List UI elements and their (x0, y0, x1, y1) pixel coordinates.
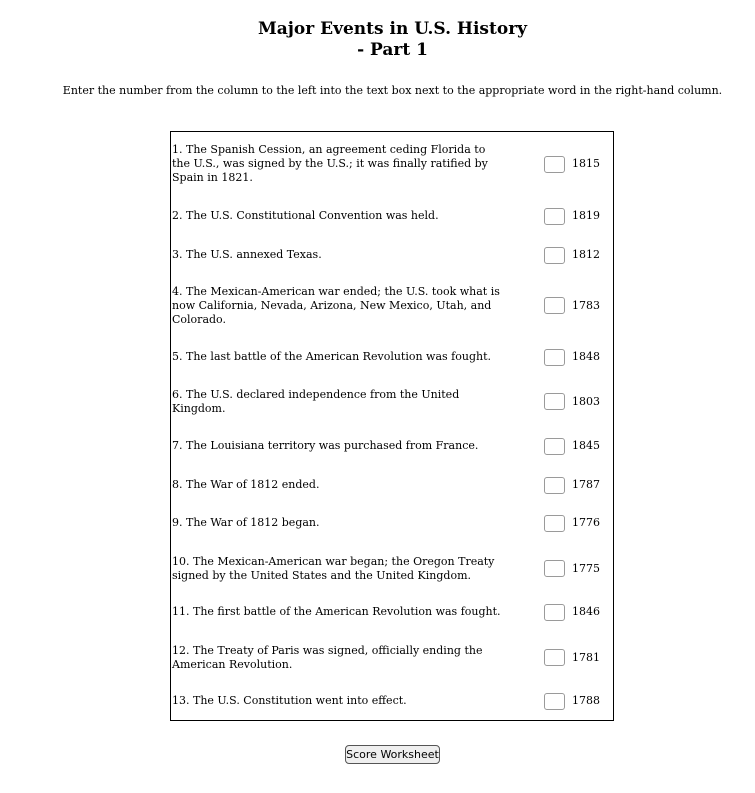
table-row (171, 515, 613, 532)
table-row (171, 143, 613, 185)
year-label: 1846 (572, 605, 600, 618)
answer-input[interactable] (544, 604, 565, 621)
event-text: 9. The War of 1812 began. (172, 516, 320, 529)
answer-input[interactable] (544, 438, 565, 455)
answer-input[interactable] (544, 208, 565, 225)
answer-input[interactable] (544, 156, 565, 173)
table-row (171, 208, 613, 225)
score-worksheet-button[interactable]: Score Worksheet (345, 745, 440, 764)
year-label: 1775 (572, 562, 600, 575)
year-label: 1815 (572, 157, 600, 170)
answer-input[interactable] (544, 693, 565, 710)
year-label: 1776 (572, 516, 600, 529)
event-text: 8. The War of 1812 ended. (172, 478, 320, 491)
worksheet-table (170, 131, 614, 721)
event-text: 2. The U.S. Constitutional Convention was held. (172, 209, 439, 222)
table-row (171, 438, 613, 455)
page-title-line2: - Part 1 (357, 40, 428, 60)
event-text: 12. The Treaty of Paris was signed, officially ending the American Revolution. (172, 644, 483, 671)
answer-input[interactable] (544, 649, 565, 666)
event-text: 10. The Mexican-American war began; the Oregon Treaty signed by the United States and the United Kingdom. (172, 555, 495, 582)
table-row (171, 693, 613, 710)
table-row (171, 477, 613, 494)
event-text: 3. The U.S. annexed Texas. (172, 248, 322, 261)
answer-input[interactable] (544, 297, 565, 314)
instructions-text: Enter the number from the column to the left into the text box next to the appropriate word in the right-hand column. (62, 84, 723, 97)
table-row (171, 388, 613, 416)
answer-input[interactable] (544, 247, 565, 264)
page-title (0, 19, 755, 61)
year-label: 1812 (572, 248, 600, 261)
table-row (171, 644, 613, 672)
event-text: 11. The first battle of the American Revolution was fought. (172, 605, 501, 618)
answer-input[interactable] (544, 477, 565, 494)
year-label: 1788 (572, 694, 600, 707)
answer-input[interactable] (544, 393, 565, 410)
table-row (171, 349, 613, 366)
event-text: 5. The last battle of the American Revolution was fought. (172, 350, 491, 363)
table-row (171, 604, 613, 621)
table-row (171, 285, 613, 327)
answer-input[interactable] (544, 515, 565, 532)
event-text: 4. The Mexican-American war ended; the U.S. took what is now California, Nevada, Arizona, New Mexico, Utah, and Colorado. (172, 285, 500, 326)
year-label: 1819 (572, 209, 600, 222)
year-label: 1845 (572, 439, 600, 452)
year-label: 1787 (572, 478, 600, 491)
answer-input[interactable] (544, 560, 565, 577)
answer-input[interactable] (544, 349, 565, 366)
event-text: 7. The Louisiana territory was purchased from France. (172, 439, 479, 452)
event-text: 13. The U.S. Constitution went into effect. (172, 694, 407, 707)
page-title-line1: Major Events in U.S. History (257, 19, 528, 39)
table-row (171, 555, 613, 583)
year-label: 1848 (572, 350, 600, 363)
table-row (171, 247, 613, 264)
year-label: 1803 (572, 395, 600, 408)
year-label: 1783 (572, 299, 600, 312)
event-text: 1. The Spanish Cession, an agreement ceding Florida to the U.S., was signed by the U.S.; it was finally ratified by Spain in 1821. (172, 143, 488, 184)
year-label: 1781 (572, 651, 600, 664)
event-text: 6. The U.S. declared independence from the United Kingdom. (172, 388, 460, 415)
